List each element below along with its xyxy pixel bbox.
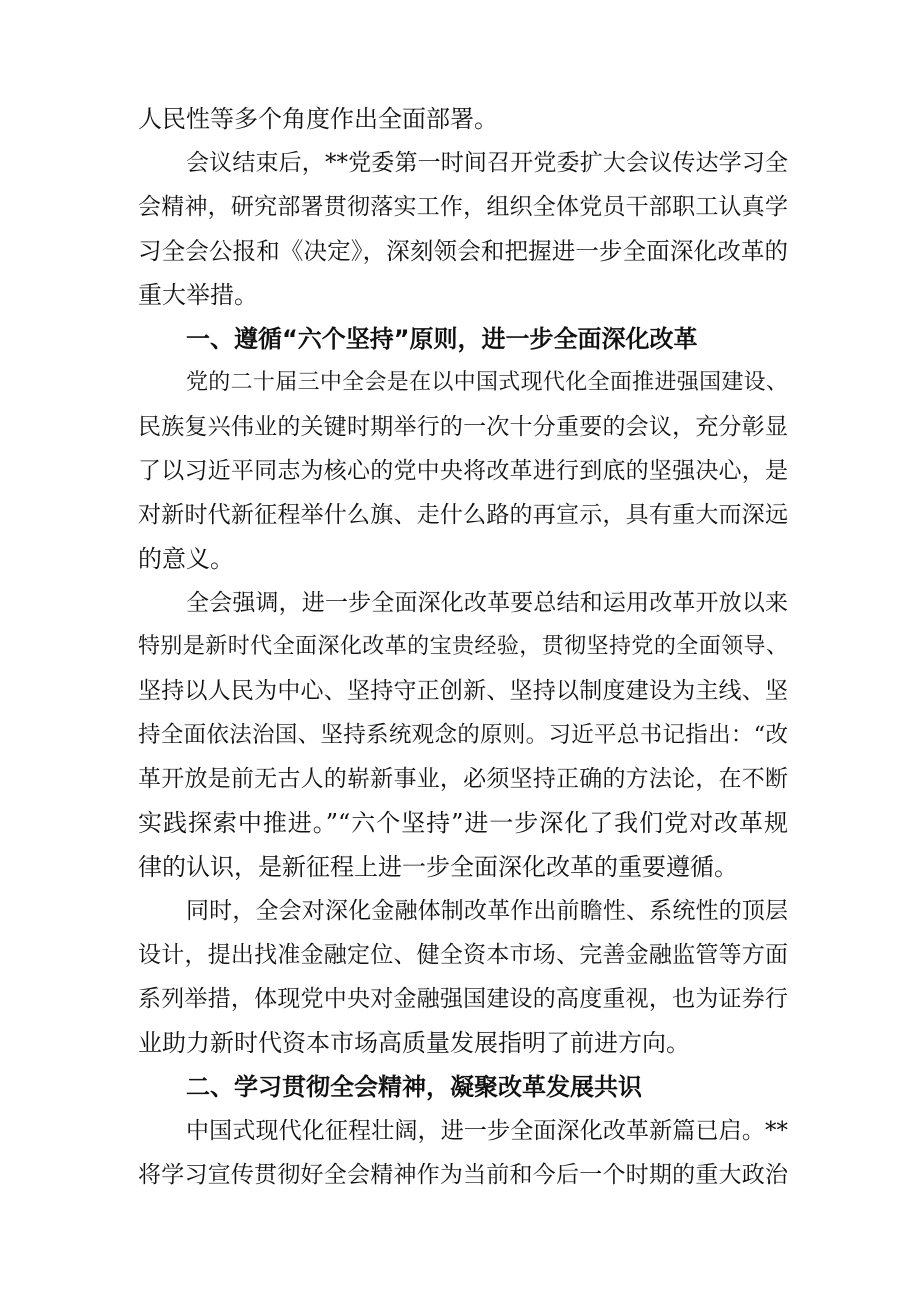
text-line: 设计，提出找准金融定位、健全资本市场、完善金融监管等方面: [138, 942, 788, 968]
text-line: 的意义。: [138, 545, 234, 573]
text-line: 会议结束后，**党委第一时间召开党委扩大会议传达学习全: [186, 150, 788, 176]
text-line: 了以习近平同志为核心的党中央将改革进行到底的坚强决心，是: [138, 458, 788, 484]
section-heading-1: 一、遵循“六个坚持”原则，进一步全面深化改革: [186, 325, 698, 353]
text-line: 习全会公报和《决定》，深刻领会和把握进一步全面深化改革的: [138, 237, 788, 265]
text-line: 律的认识，是新征程上进一步全面深化改革的重要遵循。: [138, 853, 738, 881]
text-line: 坚持以人民为中心、坚持守正创新、坚持以制度建设为主线、坚: [138, 678, 788, 704]
text-line: 同时，全会对深化金融体制改革作出前瞻性、系统性的顶层: [186, 898, 788, 924]
text-line: 民族复兴伟业的关键时期举行的一次十分重要的会议，充分彰显: [138, 414, 788, 440]
text-line: 会精神，研究部署贯彻落实工作，组织全体党员干部职工认真学: [138, 194, 788, 220]
text-line: 业助力新时代资本市场高质量发展指明了前进方向。: [138, 1029, 690, 1057]
paragraph-intro-tail: 人民性等多个角度作出全面部署。: [138, 105, 498, 133]
text-line: 特别是新时代全面深化改革的宝贵经验，贯彻坚持党的全面领导、: [138, 634, 788, 659]
text-line: 中国式现代化征程壮阔，进一步全面深化改革新篇已启。**: [186, 1118, 788, 1144]
text-line: 实践探索中推进。”“六个坚持”进一步深化了我们党对改革规: [138, 809, 788, 837]
text-line: 全会强调，进一步全面深化改革要总结和运用改革开放以来: [186, 590, 788, 616]
text-line: 将学习宣传贯彻好全会精神作为当前和今后一个时期的重大政治: [138, 1162, 788, 1188]
text-line: 持全面依法治国、坚持系统观念的原则。习近平总书记指出：“改: [138, 722, 788, 748]
text-line: 革开放是前无古人的崭新事业，必须坚持正确的方法论，在不断: [138, 766, 788, 792]
text-line: 系列举措，体现党中央对金融强国建设的高度重视，也为证券行: [138, 986, 788, 1012]
text-line: 对新时代新征程举什么旗、走什么路的再宣示，具有重大而深远: [138, 502, 788, 528]
section-heading-2: 二、学习贯彻全会精神，凝聚改革发展共识: [186, 1073, 642, 1101]
text-line: 重大举措。: [138, 281, 258, 309]
text-line: 党的二十届三中全会是在以中国式现代化全面推进强国建设、: [186, 370, 788, 395]
